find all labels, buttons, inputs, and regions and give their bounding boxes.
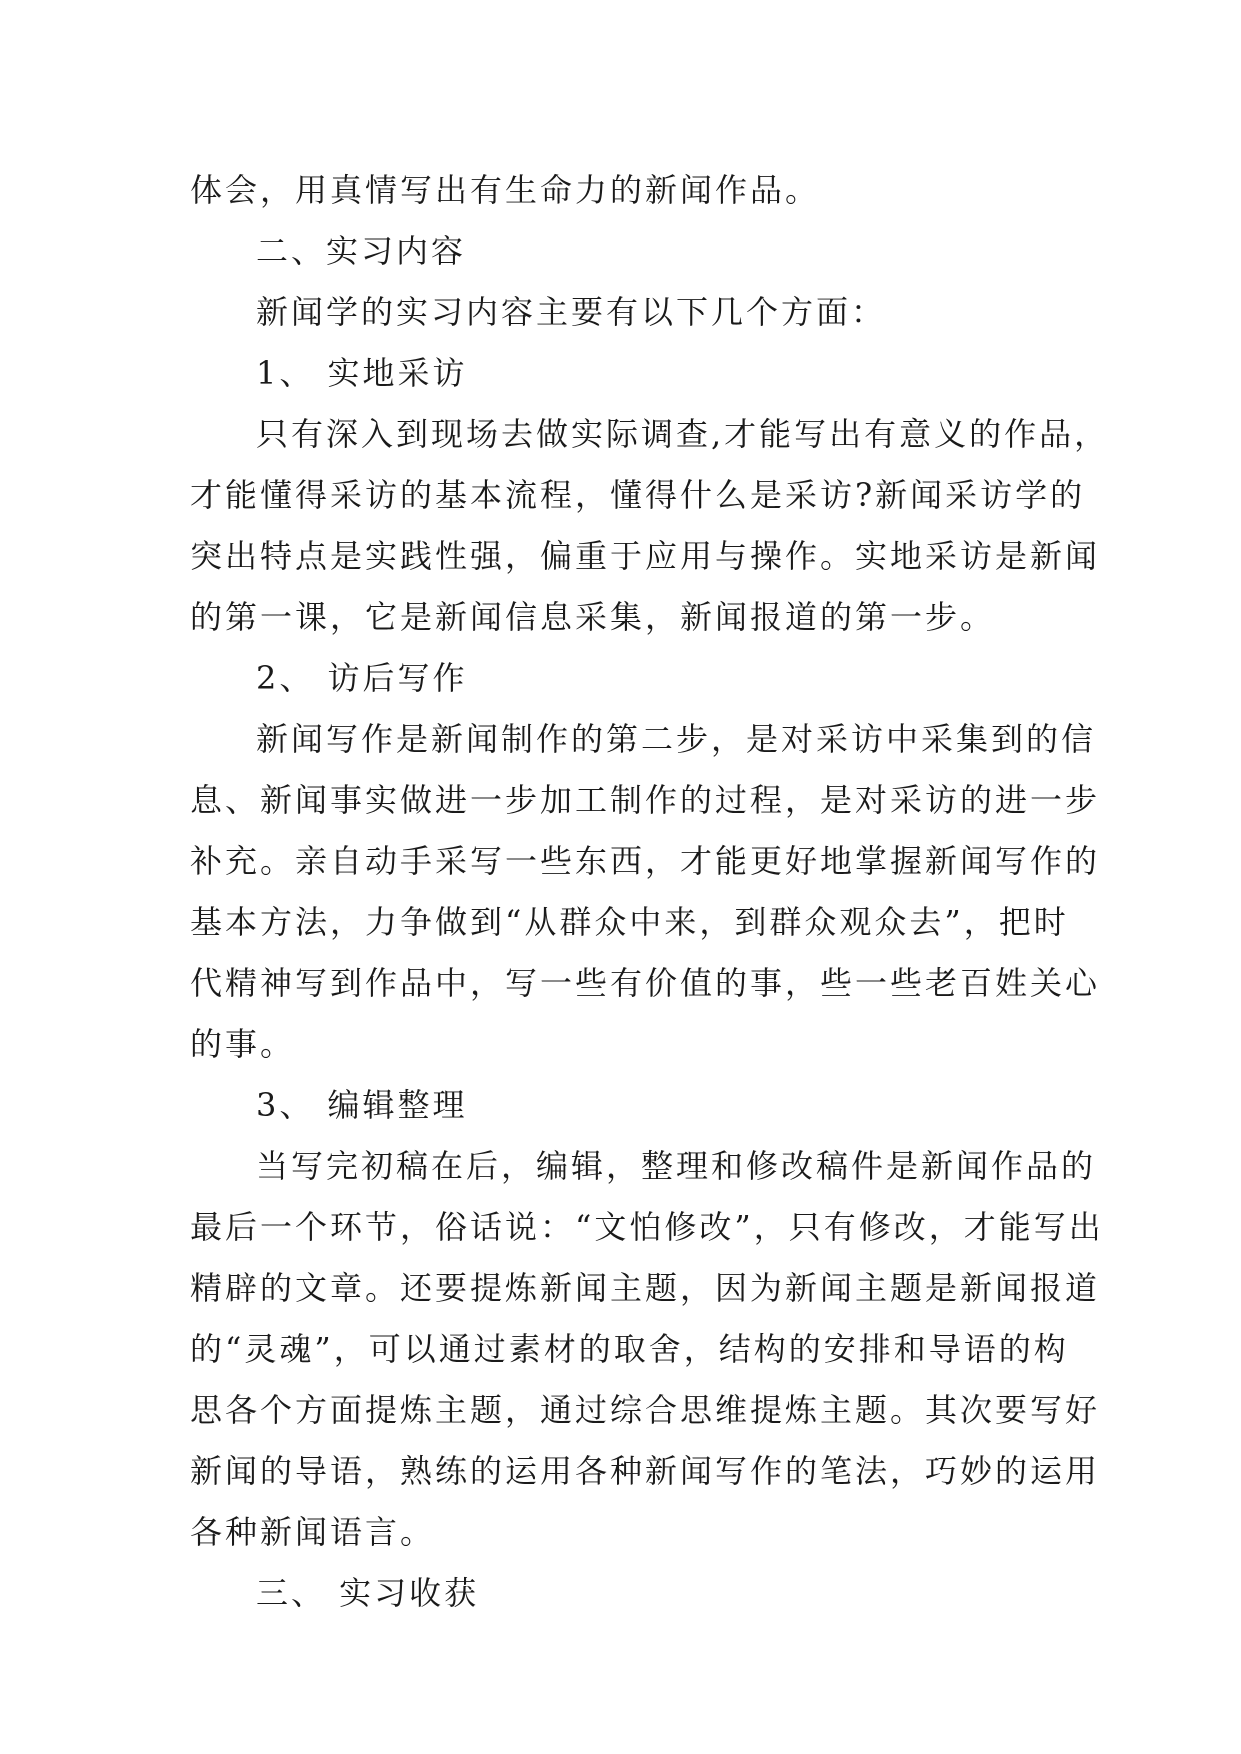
paragraph-line: 代精神写到作品中，写一些有价值的事，些一些老百姓关心: [190, 964, 1101, 1002]
paragraph-line: 最后一个环节，俗话说：“文怕修改”，只有修改，才能写出: [190, 1208, 1104, 1246]
paragraph-line: 新闻写作是新闻制作的第二步，是对采访中采集到的信: [256, 720, 1097, 758]
paragraph-line: 的第一课，它是新闻信息采集，新闻报道的第一步。: [190, 598, 996, 636]
document-body: [190, 160, 1110, 1624]
paragraph-line: 新闻学的实习内容主要有以下几个方面：: [256, 293, 887, 331]
section-heading-internship-gains: 三、 实习收获: [256, 1574, 480, 1612]
paragraph-line: 只有深入到现场去做实际调查,才能写出有意义的作品，: [256, 415, 1110, 453]
paragraph-line: 精辟的文章。还要提炼新闻主题，因为新闻主题是新闻报道: [190, 1269, 1101, 1307]
paragraph-line: 突出特点是实践性强，偏重于应用与操作。实地采访是新闻: [190, 537, 1101, 575]
section-heading-internship-content: 二、实习内容: [256, 232, 467, 270]
paragraph-line: 各种新闻语言。: [190, 1513, 436, 1551]
subheading-editing: 3、 编辑整理: [256, 1086, 468, 1124]
paragraph-line: 的“灵魂”，可以通过素材的取舍，结构的安排和导语的构: [190, 1330, 1069, 1368]
subheading-field-interview: 1、 实地采访: [256, 354, 468, 392]
subheading-post-interview-writing: 2、 访后写作: [256, 659, 468, 697]
paragraph-line: 的事。: [190, 1025, 296, 1063]
paragraph-line: 思各个方面提炼主题，通过综合思维提炼主题。其次要写好: [190, 1391, 1101, 1429]
paragraph-line: 体会，用真情写出有生命力的新闻作品。: [190, 171, 821, 209]
paragraph-line: 息、新闻事实做进一步加工制作的过程，是对采访的进一步: [190, 781, 1101, 819]
paragraph-line: 才能懂得采访的基本流程，懂得什么是采访?新闻采访学的: [190, 476, 1086, 514]
paragraph-line: 基本方法，力争做到“从群众中来，到群众观众去”，把时: [190, 903, 1069, 941]
paragraph-line: 当写完初稿在后，编辑，整理和修改稿件是新闻作品的: [256, 1147, 1097, 1185]
paragraph-line: 新闻的导语，熟练的运用各种新闻写作的笔法，巧妙的运用: [190, 1452, 1101, 1490]
paragraph-line: 补充。亲自动手采写一些东西，才能更好地掌握新闻写作的: [190, 842, 1101, 880]
